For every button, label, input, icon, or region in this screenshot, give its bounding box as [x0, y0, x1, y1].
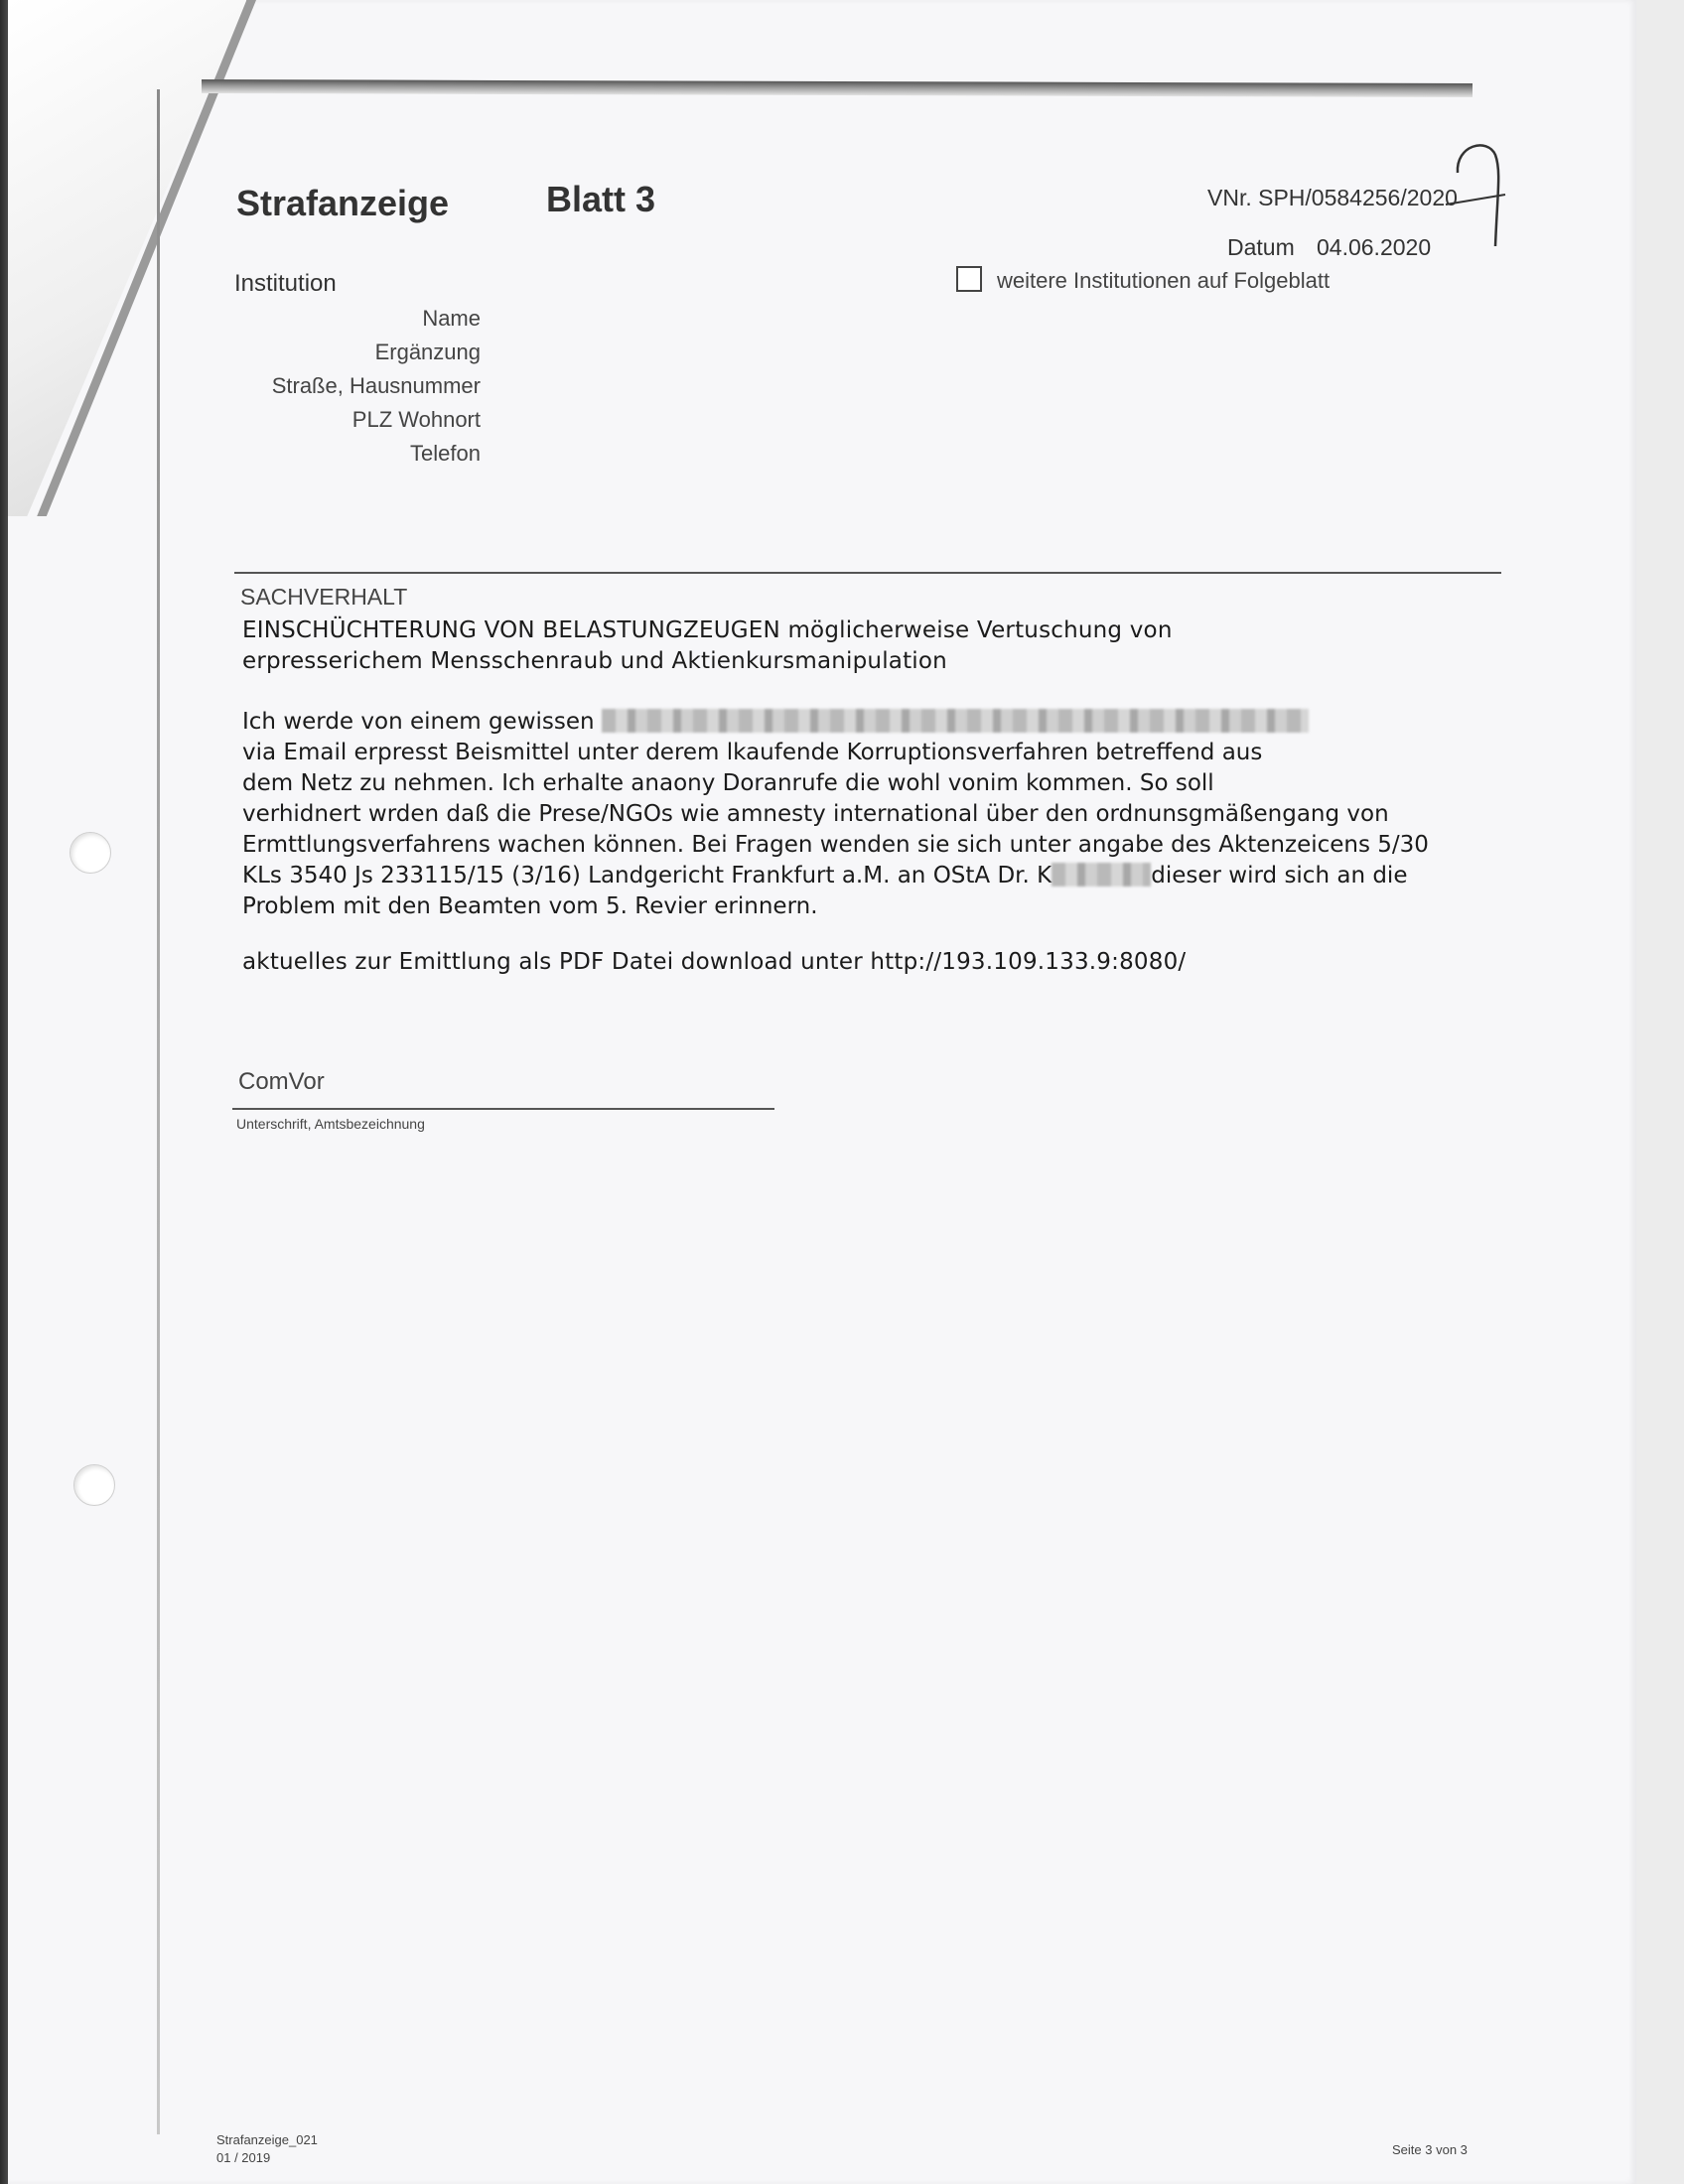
statement-line-5: Ermttlungsverfahrens wachen können. Bei Fragen wenden sie sich unter angabe des Aktenzeicens 5/30	[242, 832, 1429, 858]
handwritten-mark	[1436, 135, 1515, 254]
field-phone-label: Telefon	[410, 441, 481, 466]
sachverhalt-heading: SACHVERHALT	[240, 584, 408, 610]
statement-line-7: Problem mit den Beamten vom 5. Revier erinnern.	[242, 893, 818, 919]
top-band	[202, 79, 1473, 97]
statement-body	[242, 707, 1513, 922]
field-supplement-label: Ergänzung	[374, 340, 481, 364]
signature-name: ComVor	[238, 1068, 325, 1095]
signature-caption: Unterschrift, Amtsbezeichnung	[236, 1116, 425, 1132]
footer-page-number: Seite 3 von 3	[1392, 2142, 1468, 2157]
statement-line-4: verhidnert wrden daß die Prese/NGOs wie amnesty international über den ordnunsgmäßengang von	[242, 801, 1389, 827]
statement-line-2: via Email erpresst Beismittel unter derem lkaufende Korruptionsverfahren betreffend aus	[242, 740, 1263, 765]
date-label: Datum	[1227, 234, 1295, 260]
folded-corner	[8, 0, 247, 516]
field-street-label: Straße, Hausnummer	[271, 373, 481, 398]
field-postcode-city-label: PLZ Wohnort	[351, 407, 481, 432]
statement-line-1: Ich werde von einem gewissen	[242, 709, 595, 735]
footer-form-id: Strafanzeige_021	[216, 2132, 318, 2147]
signature-line	[232, 1108, 774, 1110]
section-divider	[234, 572, 1501, 574]
more-institutions-checkbox[interactable]	[956, 266, 982, 292]
download-line: aktuelles zur Emittlung als PDF Datei download unter http://193.109.133.9:8080/	[242, 949, 1187, 975]
institution-heading: Institution	[234, 270, 337, 297]
statement-line-3: dem Netz zu nehmen. Ich erhalte anaony Doranrufe die wohl vonim kommen. So soll	[242, 770, 1214, 796]
form-title: Strafanzeige	[236, 183, 450, 223]
more-institutions-label: weitere Institutionen auf Folgeblatt	[997, 268, 1331, 293]
binder-fold-line	[157, 89, 160, 2134]
sheet-number: Blatt 3	[546, 179, 656, 219]
case-number: VNr. SPH/0584256/2020	[1207, 185, 1458, 210]
statement-line-6-end: dieser wird sich an die	[1151, 863, 1408, 888]
redacted-surname	[1052, 863, 1151, 887]
punch-hole-top	[70, 832, 111, 874]
punch-hole-bottom	[73, 1464, 115, 1506]
subject-line-1: EINSCHÜCHTERUNG VON BELASTUNGZEUGEN möglicherweise Vertuschung von	[242, 617, 1173, 643]
subject-line-2: erpresserichem Mensschenraub und Aktienkursmanipulation	[242, 648, 947, 674]
date-value: 04.06.2020	[1317, 234, 1432, 260]
field-name-label: Name	[422, 306, 481, 331]
statement-line-6: KLs 3540 Js 233115/15 (3/16) Landgericht Frankfurt a.M. an OStA Dr. K	[242, 863, 1052, 888]
footer-form-version: 01 / 2019	[216, 2150, 271, 2165]
redacted-name	[602, 709, 1309, 733]
document-page	[8, 0, 1636, 2184]
